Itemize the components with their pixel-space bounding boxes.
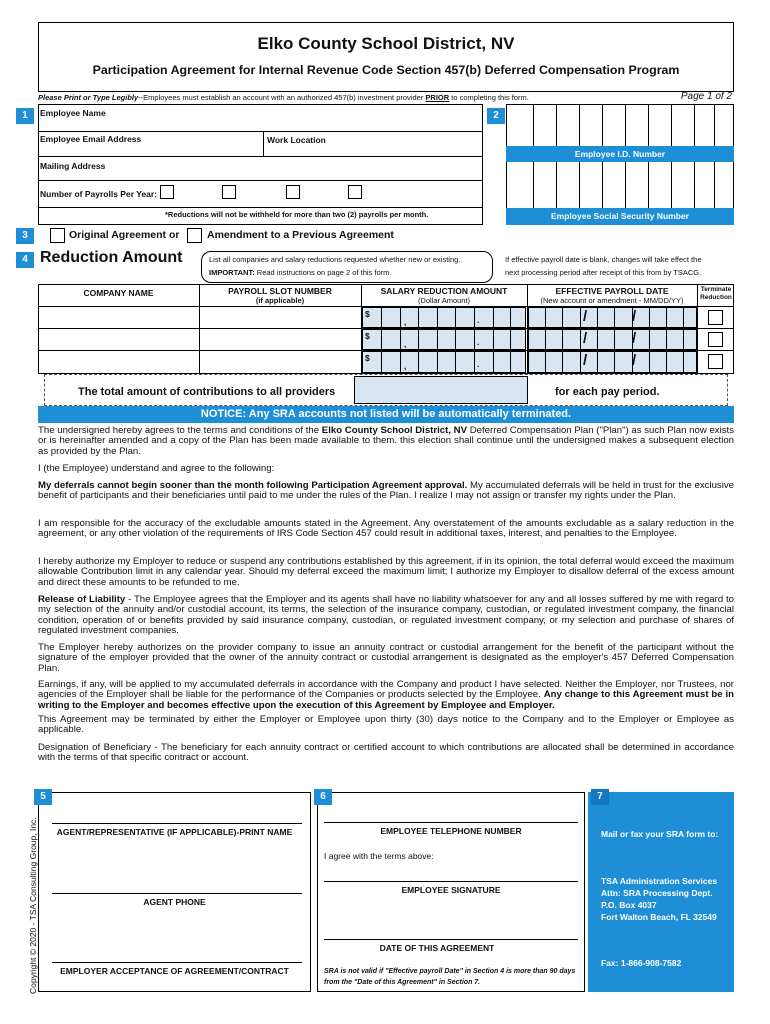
work-location-label: Work Location [267,135,326,145]
instruction-prior: PRIOR [425,93,450,102]
col-slot-sub: (if applicable) [255,296,305,305]
date-slash-row1-2: / [632,308,637,325]
date-slash-row3-1: / [583,352,588,369]
employee-name-label: Employee Name [40,108,106,118]
right-note-2: next processing period after receipt of this from by TSACG. [505,268,702,277]
payrolls-label: Number of Payrolls Per Year: [40,189,158,199]
instruction-line [38,93,529,102]
date-field-row1[interactable] [528,307,697,328]
dollar-sign-row3: $ [365,353,370,363]
reductions-note: *Reductions will not be withheld for more than two (2) payrolls per month. [165,210,429,219]
total-amount-field[interactable] [354,376,528,404]
instruction-text: --Employees must establish an account with an authorized 457(b) investment provider [138,93,424,102]
employee-signature-label: EMPLOYEE SIGNATURE [401,885,501,895]
comma-row2: , [404,339,407,349]
date-slash-row3-2: / [632,352,637,369]
agree-text: I agree with the terms above: [324,851,434,861]
original-agreement-label: Original Agreement or [69,229,180,241]
right-note-1: If effective payroll date is blank, changes will take effect the [505,255,702,264]
col-company: COMPANY NAME [83,288,154,298]
decimal-row1: . [477,315,480,325]
comma-row1: , [404,317,407,327]
col-terminate: Terminate Reduction [700,286,732,301]
section-2-number: 2 [487,108,505,124]
address-line-3: P.O. Box 4037 [601,900,657,910]
date-field-row3[interactable] [528,351,697,373]
header-box [38,22,734,92]
date-slash-row2-1: / [583,330,588,347]
section-1-number: 1 [16,108,34,124]
terminate-checkbox-row1[interactable] [708,310,723,325]
decimal-row2: . [477,337,480,347]
copyright: Copyright © 2020 - TSA Consulting Group, Inc. [28,817,38,994]
mail-label: Mail or fax your SRA form to: [601,829,719,839]
section-4-number: 4 [16,252,34,268]
notice-bar: NOTICE: Any SRA accounts not listed will be automatically terminated. [38,406,734,423]
body-p5: I hereby authorize my Employer to reduce or suspend any contributions established by this agreement, if in its opinion, the total deferral would exceed the maximum allowable Contribution limit in any calendar year. Should my deferral exceed the maximum limit; I authorize my Employer to disallow deferral of the excess amount and direct these amounts to be refunded to me. [38,556,734,588]
employer-acceptance-label: EMPLOYER ACCEPTANCE OF AGREEMENT/CONTRACT [60,966,289,976]
dollar-sign-row1: $ [365,309,370,319]
section-3-number: 3 [16,228,34,244]
address-line-1: TSA Administration Services [601,876,718,886]
col-salary-sub: (Dollar Amount) [417,296,471,305]
col-date-sub: (New account or amendment - MM/DD/YY) [540,296,684,305]
ssn-grid[interactable] [506,162,734,208]
amendment-checkbox[interactable] [187,228,202,243]
date-field-row2[interactable] [528,329,697,350]
agent-phone-label: AGENT PHONE [143,897,206,907]
body-p8: Earnings, if any, will be applied to my accumulated deferrals in accordance with the Company and product I have selected. Neither the Employer, nor Trustees, nor agencies of the Employer shall be liable for the performance of the Companies or products selected by the Employee. Any change to this Agreement must be in writing to the Employer and becomes effective upon the execution of this Agreement by Employee and Employer. [38,679,734,711]
dollar-sign-row2: $ [365,331,370,341]
agent-print-label: AGENT/REPRESENTATIVE (IF APPLICABLE)-PRINT NAME [56,827,293,837]
instruction-bold: Please Print or Type Legibly [38,93,139,102]
body-p2: I (the Employee) understand and agree to the following: [38,463,275,474]
body-p3: My deferrals cannot begin sooner than the month following Participation Agreement approval. My accumulated deferrals will be held in trust for the exclusive benefit of participants and their beneficiaries until paid to me under the rules of the Plan. I realize I may not assign or transfer my rights under the Plan. [38,480,734,502]
page-number: Page 1 of 2 [680,91,732,102]
body-p6: Release of Liability - The Employee agrees that the Employer and its agents shall have no liability whatsoever for any and all losses suffered by me with regard to my selection of the annuity and/or custodial account, its terms, the selection of the insurance company, custodian, or regulated investment company, the financial condition, operation of or benefits provided by said insurance company, custodian, or regulated investment company, or my selection and purchase of shares of regulated investment companies. [38,594,735,637]
reduction-note-line1: List all companies and salary reductions requested whether new or existing. [209,255,461,264]
section-5-number: 5 [34,789,52,805]
date-of-agreement-label: DATE OF THIS AGREEMENT [379,943,495,953]
col-date: EFFECTIVE PAYROLL DATE [555,286,669,296]
date-slash-row2-2: / [632,330,637,347]
salary-field-row1[interactable] [362,307,526,328]
email-label: Employee Email Address [40,134,142,144]
body-p9: This Agreement may be terminated by either the Employer or Employee upon thirty (30) days notice to the Company and to the Employer or Employee as applicable. [38,714,734,736]
total-left-text: The total amount of contributions to all providers [78,386,336,398]
body-p7: The Employer hereby authorizes on the provider company to issue an annuity contract or custodial arrangement for the benefit of the participant without the signature of the employer provided that the owner of the annuity contract or custodial arrangement is designated as the employer's 457 Deferred Compensation Plan. [38,642,734,674]
date-slash-row1-1: / [583,308,588,325]
reduction-note-line2: IMPORTANT: Read instructions on page 2 of this form. [209,268,392,277]
body-p10: Designation of Beneficiary - The beneficiary for each annuity contract or certified account to which contributions are allocated shall be determined in accordance with the terms of that specific contract or account. [38,742,734,764]
total-right-text: for each pay period. [555,386,660,398]
salary-field-row3[interactable] [362,351,526,373]
payroll-checkbox-4[interactable] [348,185,362,199]
employee-phone-label: EMPLOYEE TELEPHONE NUMBER [380,826,522,836]
employee-id-label: Employee I.D. Number [506,146,734,162]
section-6-number: 6 [314,789,332,805]
fax-number: Fax: 1-866-908-7582 [601,958,682,968]
payroll-checkbox-3[interactable] [286,185,300,199]
body-p4: I am responsible for the accuracy of the excludable amounts stated in the Agreement. Any overstatement of the amounts excludable as a salary reduction in the agreement, or any other violation of the requirements of IRS Code Section 457 could result in additional taxes, interest, and penalties to the Employee. [38,518,734,540]
reduction-amount-heading: Reduction Amount [40,249,183,266]
amendment-label: Amendment to a Previous Agreement [207,229,394,241]
salary-field-row2[interactable] [362,329,526,350]
terminate-checkbox-row3[interactable] [708,354,723,369]
instruction-end: to completing this form. [451,93,529,102]
employee-id-grid[interactable] [506,104,734,146]
terminate-checkbox-row2[interactable] [708,332,723,347]
employee-name-field[interactable] [38,120,483,130]
mailing-address-label: Mailing Address [40,161,106,171]
payroll-checkbox-2[interactable] [222,185,236,199]
original-agreement-checkbox[interactable] [50,228,65,243]
section-7-number: 7 [591,789,609,805]
page-title: Elko County School District, NV [257,34,515,53]
comma-row3: , [404,361,407,371]
address-line-2: Attn: SRA Processing Dept. [601,888,713,898]
address-line-4: Fort Walton Beach, FL 32549 [601,912,717,922]
page-subtitle: Participation Agreement for Internal Revenue Code Section 457(b) Deferred Compensation Program [92,63,680,77]
decimal-row3: . [477,359,480,369]
body-p1: The undersigned hereby agrees to the terms and conditions of the Elko County School District, NV Deferred Compensation Plan ("Plan") as such Plan now exists or is hereinafter amended and a copy of the Plan has been made available to them. this election shall continue until the undersigned makes a subsequent election as provided by the Plan. [38,425,734,457]
col-slot: PAYROLL SLOT NUMBER [228,286,332,296]
section-6-note: SRA is not valid if "Effective payroll Date" in Section 4 is more than 90 days from the "Date of this Agreement" in Section 7. [324,968,576,986]
payroll-checkbox-1[interactable] [160,185,174,199]
col-salary: SALARY REDUCTION AMOUNT [380,286,508,296]
ssn-label: Employee Social Security Number [506,208,734,225]
